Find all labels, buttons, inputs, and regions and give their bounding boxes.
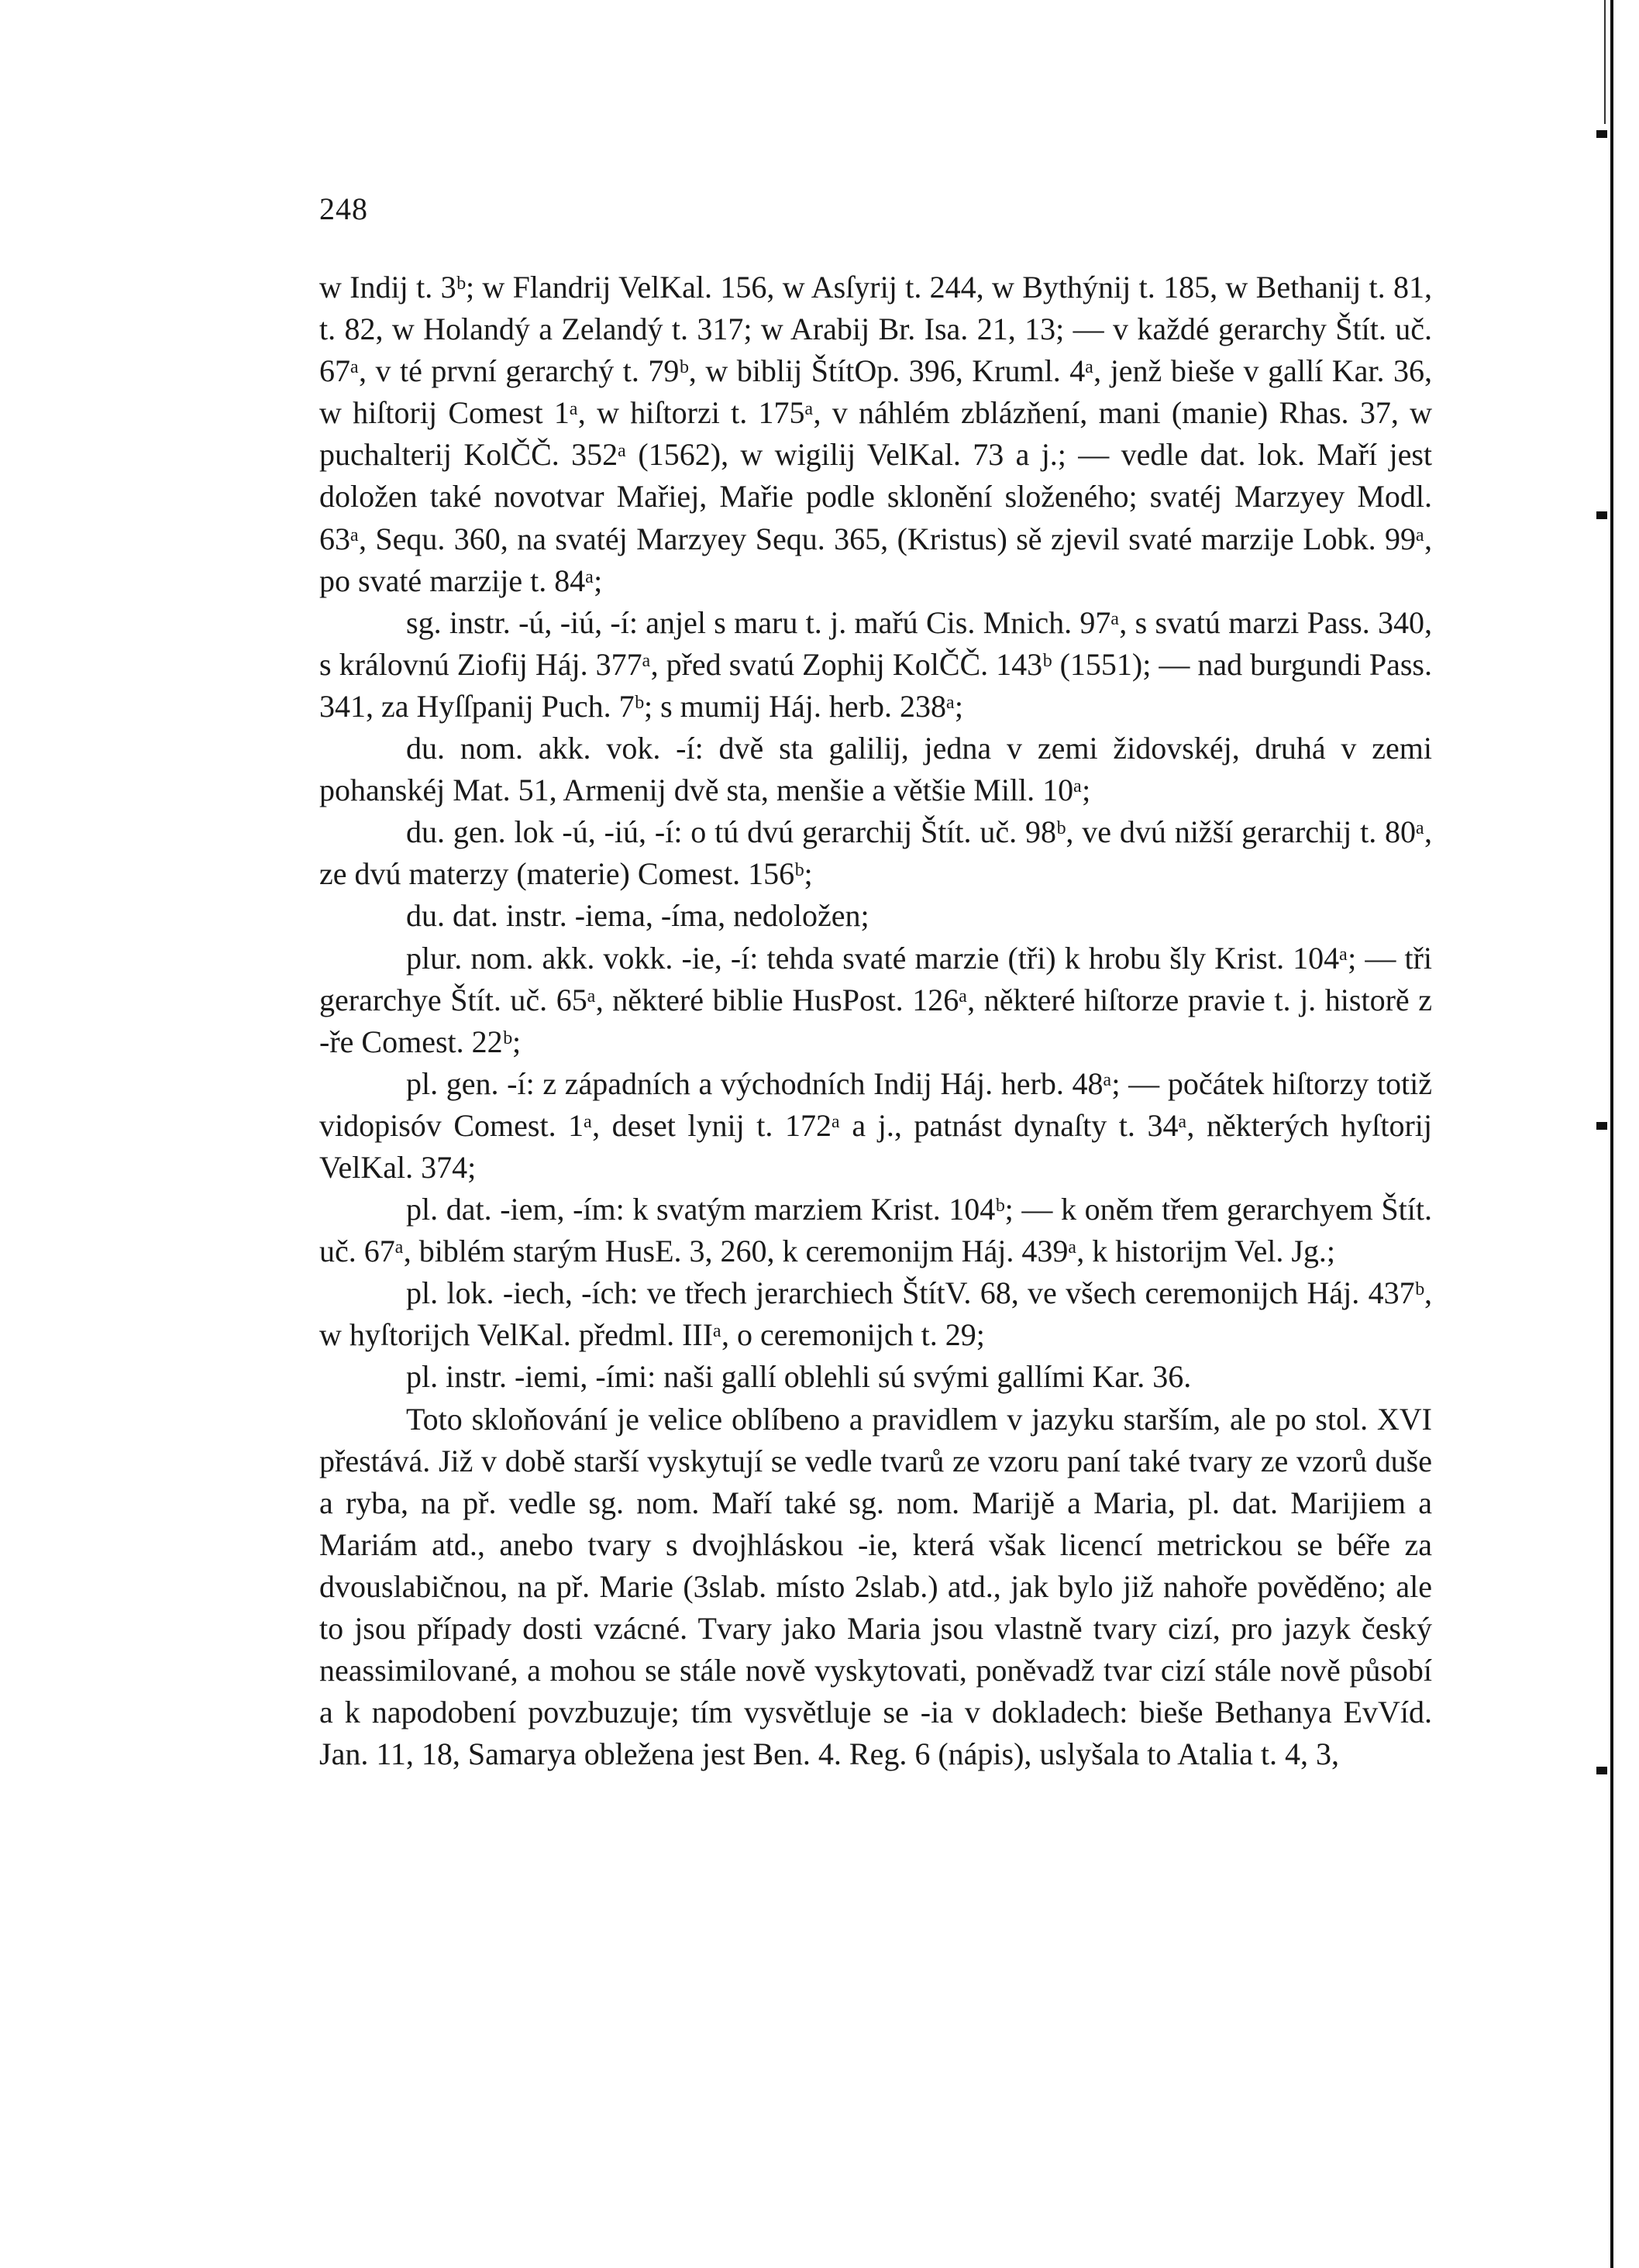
paragraph: plur. nom. akk. vokk. -ie, -í: tehda svaté marzie (tři) k hrobu šly Krist. 104ᵃ; — tři gerarchye Štít. uč. 65ᵃ, některé biblie HusPost. 126ᵃ, některé hiſtorze pravie t. j. historě z -ře Comest. 22ᵇ; bbox=[319, 940, 1432, 1059]
binding-edge-line bbox=[1610, 0, 1613, 2268]
paragraph: sg. instr. -ú, -iú, -í: anjel s maru t. j. mařú Cis. Mnich. 97ᵃ, s svatú marzi Pass. 340, s královnú Ziofij Háj. 377ᵃ, před svatú Zophij KolČČ. 143ᵇ (1551); — nad burgundi Pass. 341, za Hyſſpanij Puch. 7ᵇ; s mumij Háj. herb. 238ᵃ; bbox=[319, 604, 1432, 724]
binding-edge-line-thin bbox=[1604, 0, 1606, 124]
paragraph: du. nom. akk. vok. -í: dvě sta galilij, jedna v zemi židovskéj, druhá v zemi pohanskéj Mat. 51, Armenij dvě sta, menšie a většie Mill. 10ᵃ; bbox=[319, 731, 1432, 808]
body-text bbox=[319, 267, 1432, 1775]
edge-mark bbox=[1596, 130, 1607, 138]
edge-mark bbox=[1596, 511, 1607, 519]
page-number: 248 bbox=[319, 191, 368, 226]
paragraph: Toto skloňování je velice oblíbeno a pravidlem v jazyku starším, ale po stol. XVI přestává. Již v době starší vyskytují se vedle tvarů ze vzoru paní také tvary ze vzorů duše a ryba, na př. vedle sg. nom. Maří také sg. nom. Marijě a Maria, pl. dat. Marijiem a Mariám atd., anebo tvary s dvojhláskou -ie, která však licencí metrickou se béře za dvouslabičnou, na př. Marie (3slab. místo 2slab.) atd., jak bylo již nahoře pověděno; ale to jsou případy dosti vzácné. Tvary jako Maria jsou vlastně tvary cizí, pro jazyk český neassimilované, a mohou se stále nově vyskytovati, poněvadž tvar cizí stále nově působí a k napodobení povzbuzuje; tím vysvětluje se -ia v dokladech: bieše Bethanya EvVíd. Jan. 11, 18, Samarya obležena jest Ben. 4. Reg. 6 (nápis), uslyšala to Atalia t. 4, 3, bbox=[319, 1401, 1432, 1772]
paragraph: pl. dat. -iem, -ím: k svatým marziem Krist. 104ᵇ; — k oněm třem gerarchyem Štít. uč. 67ᵃ, biblém starým HusE. 3, 260, k ceremonijm Háj. 439ᵃ, k historijm Vel. Jg.; bbox=[319, 1192, 1432, 1269]
paragraph: pl. lok. -iech, -ích: ve třech jerarchiech ŠtítV. 68, ve všech ceremonijch Háj. 437ᵇ, w hyſtorijch VelKal. předml. IIIᵃ, o ceremonijch t. 29; bbox=[319, 1275, 1432, 1353]
paragraph: du. gen. lok -ú, -iú, -í: o tú dvú gerarchij Štít. uč. 98ᵇ, ve dvú nižší gerarchij t. 80ᵃ, ze dvú materzy (materie) Comest. 156ᵇ; bbox=[319, 814, 1432, 892]
edge-mark bbox=[1596, 1122, 1607, 1130]
paragraph: pl. gen. -í: z západních a východních Indij Háj. herb. 48ᵃ; — počátek hiſtorzy totiž vidopisóv Comest. 1ᵃ, deset lynij t. 172ᵃ a j., patnást dynaſty t. 34ᵃ, některých hyſtorij VelKal. 374; bbox=[319, 1065, 1432, 1185]
paragraph: du. dat. instr. -iema, -íma, nedoložen; bbox=[406, 898, 869, 934]
paragraph: pl. instr. -iemi, -ími: naši gallí oblehli sú svými gallími Kar. 36. bbox=[406, 1359, 1192, 1395]
edge-mark bbox=[1596, 1767, 1607, 1774]
paragraph: w Indij t. 3ᵇ; w Flandrij VelKal. 156, w Asſyrij t. 244, w Bythýnij t. 185, w Bethanij t. 81, t. 82, w Holandý a Zelandý t. 317; w Arabij Br. Isa. 21, 13; — v každé gerarchy Štít. uč. 67ᵃ, v té první gerarchý t. 79ᵇ, w biblij ŠtítOp. 396, Kruml. 4ᵃ, jenž bieše v gallí Kar. 36, w hiſtorij Comest 1ᵃ, w hiſtorzi t. 175ᵃ, v náhlém zblázňení, mani (manie) Rhas. 37, w puchalterij KolČČ. 352ᵃ (1562), w wigilij VelKal. 73 a j.; — vedle dat. lok. Maří jest doložen také novotvar Mařiej, Mařie podle sklonění složeného; svatéj Marzyey Modl. 63ᵃ, Sequ. 360, na svatéj Marzyey Sequ. 365, (Kristus) sě zjevil svaté marzije Lobk. 99ᵃ, po svaté marzije t. 84ᵃ; bbox=[319, 270, 1432, 598]
